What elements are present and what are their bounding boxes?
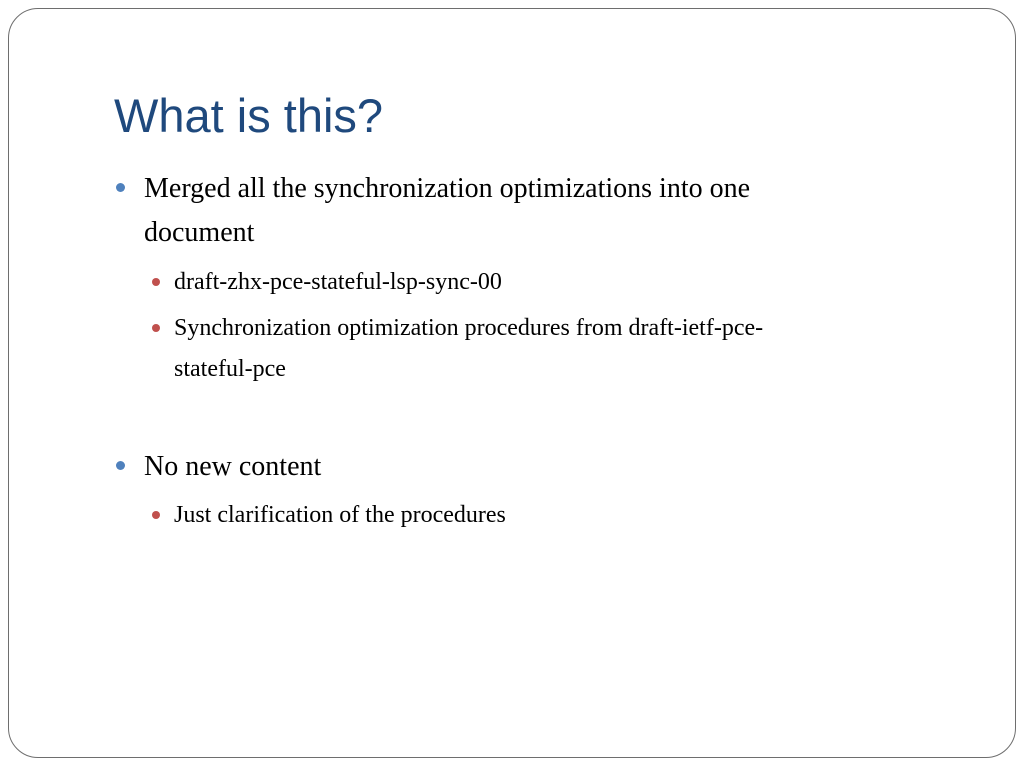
sub-bullet-text-line: Just clarification of the procedures (174, 502, 506, 528)
sub-bullet-text-line: stateful-pce (174, 356, 286, 382)
slide-title: What is this? (114, 89, 384, 142)
bullet-dot-icon (116, 183, 125, 192)
bullet-text-line: No new content (144, 451, 322, 482)
sub-bullet-dot-icon (152, 511, 160, 519)
sub-bullet-text-line: Synchronization optimization procedures from draft-ietf-pce- (174, 315, 764, 341)
sub-bullet-dot-icon (152, 278, 160, 286)
sub-bullet-text-line: draft-zhx-pce-stateful-lsp-sync-00 (174, 269, 502, 295)
bullet-text-line: Merged all the synchronization optimizations into one (144, 173, 751, 204)
bullet-dot-icon (116, 461, 125, 470)
bullet-text-line: document (144, 217, 255, 248)
sub-bullet-dot-icon (152, 324, 160, 332)
